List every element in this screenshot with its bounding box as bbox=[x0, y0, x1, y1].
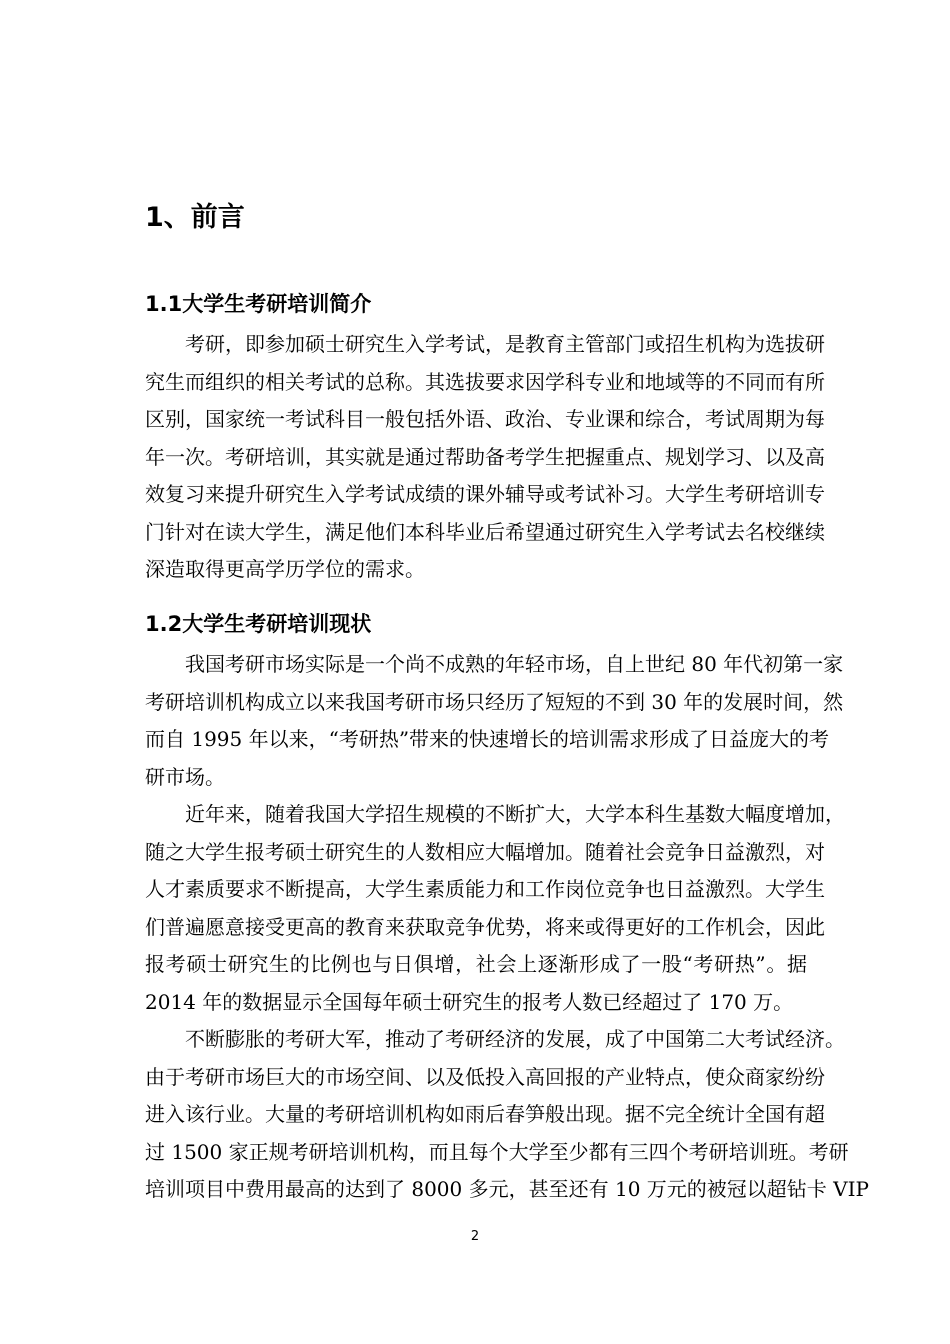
text-line: 门针对在读大学生，满足他们本科毕业后希望通过研究生入学考试去名校继续 bbox=[145, 519, 825, 544]
text-line: 不断膨胀的考研大军，推动了考研经济的发展，成了中国第二大考试经济。 bbox=[185, 1027, 845, 1051]
paragraph bbox=[145, 796, 845, 1021]
text-line: 考研培训机构成立以来我国考研市场只经历了短短的不到 30 年的发展时间，然 bbox=[145, 689, 844, 714]
text-line: 过 1500 家正规考研培训机构，而且每个大学至少都有三四个考研培训班。考研 bbox=[145, 1139, 849, 1164]
text-line: 我国考研市场实际是一个尚不成熟的年轻市场，自上世纪 80 年代初第一家 bbox=[185, 652, 844, 676]
text-line: 究生而组织的相关考试的总称。其选拔要求因学科专业和地域等的不同而有所 bbox=[145, 369, 825, 394]
text-line: 研市场。 bbox=[145, 764, 225, 789]
paragraph bbox=[145, 326, 825, 589]
text-line: 2014 年的数据显示全国每年硕士研究生的报考人数已经超过了 170 万。 bbox=[145, 989, 794, 1014]
paragraph bbox=[145, 1021, 869, 1209]
text-line: 区别，国家统一考试科目一般包括外语、政治、专业课和综合，考试周期为每 bbox=[145, 407, 825, 431]
text-line: 报考硕士研究生的比例也与日俱增，社会上逐渐形成了一股“考研热”。据 bbox=[145, 952, 807, 976]
text-line: 而自 1995 年以来，“考研热”带来的快速增长的培训需求形成了日益庞大的考 bbox=[145, 727, 830, 751]
text-line: 由于考研市场巨大的市场空间、以及低投入高回报的产业特点，使众商家纷纷 bbox=[145, 1064, 825, 1089]
section-heading-1-1: 1.1大学生考研培训简介 bbox=[145, 292, 372, 316]
text-line: 近年来，随着我国大学招生规模的不断扩大，大学本科生基数大幅度增加， bbox=[185, 802, 845, 826]
text-line: 们普遍愿意接受更高的教育来获取竞争优势，将来或得更好的工作机会，因此 bbox=[145, 914, 825, 939]
section-1-2-body bbox=[145, 646, 869, 1209]
text-line: 效复习来提升研究生入学考试成绩的课外辅导或考试补习。大学生考研培训专 bbox=[145, 482, 825, 506]
chapter-title: 1、前言 bbox=[145, 202, 245, 233]
text-line: 人才素质要求不断提高，大学生素质能力和工作岗位竞争也日益激烈。大学生 bbox=[145, 877, 825, 901]
text-line: 年一次。考研培训，其实就是通过帮助备考学生把握重点、规划学习、以及高 bbox=[145, 444, 825, 469]
text-line: 考研，即参加硕士研究生入学考试，是教育主管部门或招生机构为选拔研 bbox=[185, 332, 825, 356]
text-line: 随之大学生报考硕士研究生的人数相应大幅增加。随着社会竞争日益激烈，对 bbox=[145, 839, 825, 864]
text-line: 进入该行业。大量的考研培训机构如雨后春笋般出现。据不完全统计全国有超 bbox=[145, 1102, 825, 1126]
text-line: 深造取得更高学历学位的需求。 bbox=[145, 557, 425, 581]
section-heading-1-2: 1.2大学生考研培训现状 bbox=[145, 612, 372, 636]
text-line: 培训项目中费用最高的达到了 8000 多元，甚至还有 10 万元的被冠以超钻卡 VIP bbox=[145, 1177, 869, 1201]
section-1-1-body bbox=[145, 326, 825, 589]
paragraph bbox=[145, 646, 844, 796]
page-number: 2 bbox=[470, 1229, 480, 1244]
